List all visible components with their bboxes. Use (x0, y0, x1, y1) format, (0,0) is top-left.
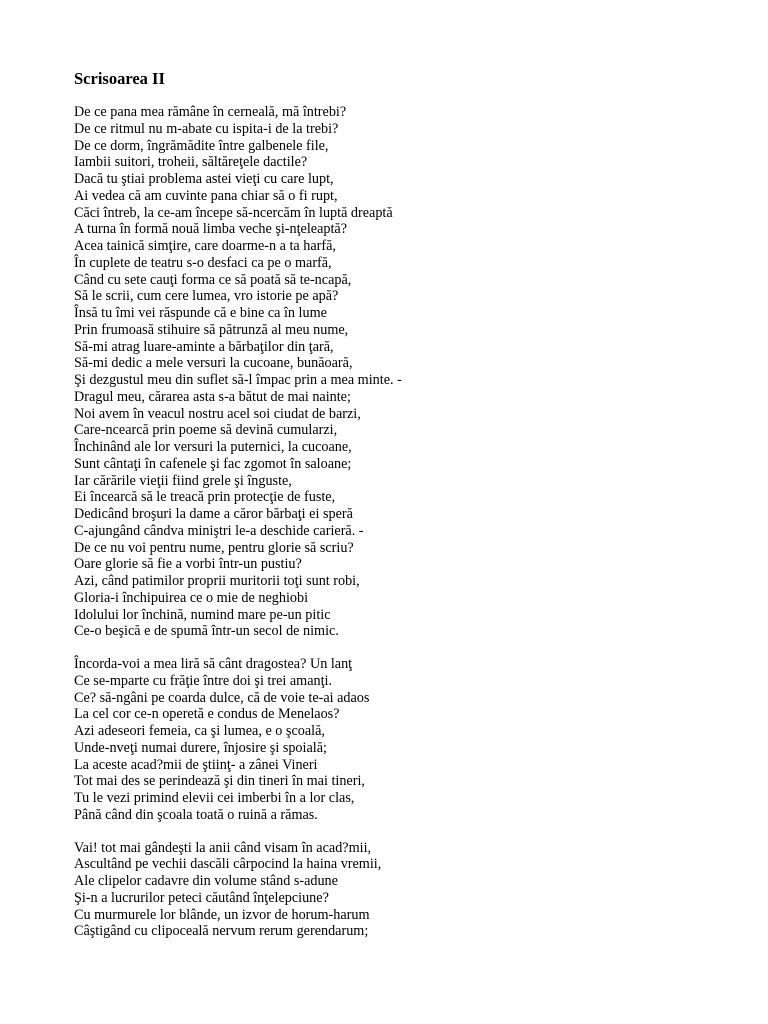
verse-line: Iar cărările vieţii fiind grele şi înguste, (74, 472, 292, 489)
verse-line: Ale clipelor cadavre din volume stând s-adune (74, 873, 338, 889)
verse-line: De ce dorm, îngrămădite între galbenele file, (74, 137, 329, 154)
verse-line: Şi dezgustul meu din suflet să-l împac prin a mea minte. - (74, 372, 402, 388)
verse-line: Dedicând broşuri la dame a căror bărbaţi ei speră (74, 506, 353, 522)
verse-line: Dacă tu ştiai problema astei vieţi cu care lupt, (74, 171, 334, 187)
verse-line: Ce-o beşică e de spumă într-un secol de nimic. (74, 623, 339, 640)
verse-line: Ascultând pe vechii dascăli cârpocind la haina vremii, (74, 856, 382, 873)
verse-line: Ai vedea că am cuvinte pana chiar să o fi rupt, (74, 187, 338, 204)
document-page (74, 68, 754, 956)
verse-line: C-ajungând cândva miniştri le-a deschide carieră. - (74, 522, 364, 539)
verse-line: Acea tainică simţire, care doarme-n a ta harfă, (74, 238, 336, 254)
verse-line: Când cu sete cauţi forma ce să poată să te-ncapă, (74, 271, 352, 288)
verse-line: Să le scrii, cum cere lumea, vro istorie pe apă? (74, 288, 339, 305)
verse-line: În cuplete de teatru s-o desfaci ca pe o marfă, (74, 254, 332, 271)
verse-line: Să-mi dedic a mele versuri la cucoane, bunăoară, (74, 355, 353, 372)
verse-line: Însă tu îmi vei răspunde că e bine ca în lume (74, 305, 327, 321)
verse-line: De ce ritmul nu m-abate cu ispita-i de la trebi? (74, 120, 339, 137)
stanza (74, 104, 754, 640)
verse-line: Dragul meu, cărarea asta s-a bătut de mai nainte; (74, 388, 351, 405)
verse-line: Să-mi atrag luare-aminte a bărbaţilor din ţară, (74, 338, 334, 355)
verse-line: Şi-n a lucrurilor peteci căutând înţelepciune? (74, 889, 329, 906)
verse-line: Azi, când patimilor proprii muritorii toţi sunt robi, (74, 573, 360, 589)
verse-line: Câştigând cu clipoceală nervum rerum gerendarum; (74, 923, 369, 940)
verse-line: Vai! tot mai gândeşti la anii când visam în acad?mii, (74, 839, 372, 856)
verse-line: Idolului lor închină, numind mare pe-un pitic (74, 606, 331, 623)
verse-line: Cu murmurele lor blânde, un izvor de horum-harum (74, 906, 370, 923)
poem-title: Scrisoarea II (74, 69, 165, 88)
verse-line: La cel cor ce-n operetă e condus de Menelaos? (74, 706, 340, 723)
stanza (74, 656, 754, 824)
verse-line: De ce nu voi pentru nume, pentru glorie să scriu? (74, 539, 354, 556)
verse-line: Ei încearcă să le treacă prin protecţie de fuste, (74, 489, 336, 506)
verse-line: Oare glorie să fie a vorbi într-un pustiu? (74, 556, 302, 573)
verse-line: La aceste acad?mii de ştiinţ- a zânei Vineri (74, 756, 318, 773)
verse-line: Ce? să-ngâni pe coarda dulce, că de voie te-ai adaos (74, 689, 370, 706)
verse-line: Ce se-mparte cu frăţie între doi şi trei amanţi. (74, 672, 333, 689)
verse-line: Tu le vezi primind elevii cei imberbi în a lor clas, (74, 790, 355, 806)
verse-line: Gloria-i închipuirea ce o mie de neghiobi (74, 589, 309, 606)
verse-line: Azi adeseori femeia, ca şi lumea, e o şcoală, (74, 723, 325, 739)
verse-line: De ce pana mea rămâne în cerneală, mă întrebi? (74, 104, 347, 120)
verse-line: Sunt cântaţi în cafenele şi fac zgomot în saloane; (74, 455, 352, 472)
verse-line: Iambii suitori, troheii, săltăreţele dactile? (74, 154, 308, 171)
poem-body (74, 104, 754, 940)
stanza (74, 840, 754, 941)
verse-line: A turna în formă nouă limba veche şi-nţeleaptă? (74, 221, 348, 238)
verse-line: Care-ncearcă prin poeme să devină cumularzi, (74, 422, 338, 439)
verse-line: Noi avem în veacul nostru acel soi ciudat de barzi, (74, 405, 361, 422)
verse-line: Încorda-voi a mea liră să cânt dragostea? Un lanţ (74, 656, 353, 672)
verse-line: Închinând ale lor versuri la puternici, la cucoane, (74, 439, 352, 455)
verse-line: Prin frumoasă stihuire să pătrunză al meu nume, (74, 321, 349, 338)
verse-line: Tot mai des se perindează şi din tineri în mai tineri, (74, 773, 365, 790)
verse-line: Până când din şcoala toată o ruină a rămas. (74, 806, 318, 823)
verse-line: Unde-nveţi numai durere, înjosire şi spoială; (74, 739, 327, 756)
verse-line: Căci întreb, la ce-am începe să-ncercăm în luptă dreaptă (74, 204, 393, 221)
